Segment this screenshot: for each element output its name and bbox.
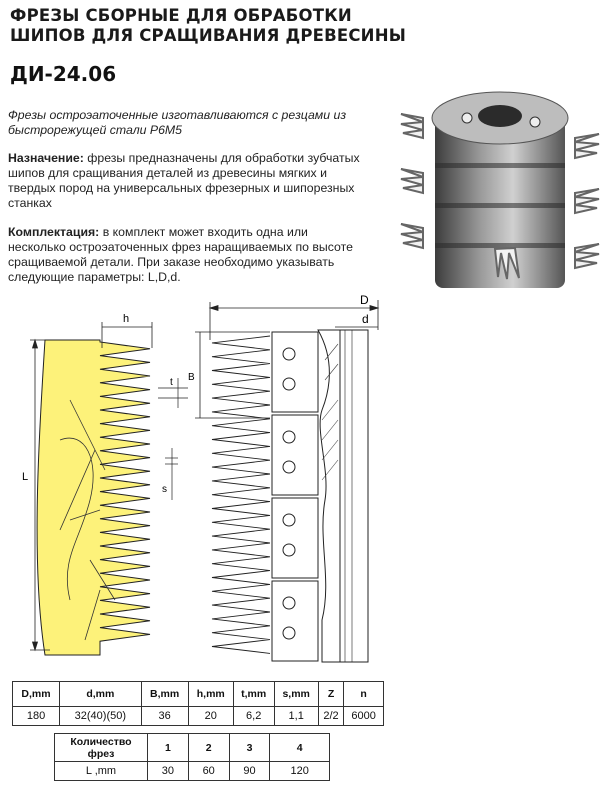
screw-icon <box>283 597 295 609</box>
screw-icon <box>283 431 295 443</box>
qty-count: 4 <box>270 734 330 762</box>
qty-length: 120 <box>270 762 330 781</box>
label-h: h <box>123 313 130 325</box>
kit-text: в комплект может входить одна или несколько остроэаточенных фрез наращиваемых по высоте сращиваемой детали. При заказе необходимо указывать следующие параметры: L,D,d. <box>8 225 353 284</box>
qty-header-line-1: Количество <box>70 735 132 748</box>
shaft-bore <box>340 330 368 662</box>
dim-t-s <box>158 378 188 500</box>
workpiece <box>37 340 150 655</box>
qty-count: 1 <box>148 734 189 762</box>
cutter-teeth <box>212 336 270 653</box>
material-note: Фрезы остроэаточенные изготавливаются с резцами из быстрорежущей стали Р6М5 <box>8 108 347 137</box>
qty-header-row <box>55 734 330 762</box>
cutter-blocks <box>272 332 318 661</box>
label-d: d <box>362 312 369 326</box>
specs-cell: 1,1 <box>274 707 318 726</box>
purpose-paragraph <box>8 151 368 211</box>
title-line-1: ФРЕЗЫ СБОРНЫЕ ДЛЯ ОБРАБОТКИ <box>10 6 352 25</box>
cutter-block <box>272 332 318 412</box>
specs-header: D,mm <box>13 682 60 707</box>
technical-drawing <box>0 290 612 670</box>
qty-length: 30 <box>148 762 189 781</box>
hub-profile <box>318 330 340 662</box>
specs-value-row <box>13 707 384 726</box>
quantity-table <box>54 733 330 781</box>
cutter-photo <box>395 78 610 303</box>
label-t: t <box>170 377 173 388</box>
kit-paragraph <box>8 225 368 285</box>
document-title <box>10 6 430 46</box>
specs-header: Z <box>318 682 343 707</box>
qty-length-row <box>55 762 330 781</box>
specs-header: s,mm <box>274 682 318 707</box>
specs-cell: 6,2 <box>233 707 274 726</box>
specs-cell: 32(40)(50) <box>60 707 142 726</box>
qty-header-label <box>55 734 148 762</box>
cutter-block <box>272 415 318 495</box>
purpose-label: Назначение: <box>8 151 84 165</box>
title-line-2: ШИПОВ ДЛЯ СРАЩИВАНИЯ ДРЕВЕСИНЫ <box>10 26 406 45</box>
specs-table <box>12 681 384 726</box>
specs-header: B,mm <box>141 682 188 707</box>
tooth-profile <box>212 336 270 653</box>
specs-cell: 6000 <box>344 707 384 726</box>
specs-header: h,mm <box>188 682 233 707</box>
specs-header-row <box>13 682 384 707</box>
label-s: s <box>162 484 167 495</box>
specs-cell: 36 <box>141 707 188 726</box>
model-code: ДИ-24.06 <box>10 62 117 86</box>
specs-cell: 2/2 <box>318 707 343 726</box>
specs-cell: 180 <box>13 707 60 726</box>
qty-count: 3 <box>229 734 270 762</box>
screw-icon <box>283 544 295 556</box>
specs-header: n <box>344 682 384 707</box>
cutter-block <box>272 498 318 578</box>
qty-length: 90 <box>229 762 270 781</box>
qty-header-line-2: фрез <box>87 747 115 760</box>
screw-icon <box>283 514 295 526</box>
screw-icon <box>283 627 295 639</box>
qty-length: 60 <box>188 762 229 781</box>
screw-icon <box>283 461 295 473</box>
label-L: L <box>22 471 29 483</box>
kit-label: Комплектация: <box>8 225 100 239</box>
cutter-block <box>272 581 318 661</box>
screw-icon <box>283 378 295 390</box>
screw-icon <box>283 348 295 360</box>
specs-header: d,mm <box>60 682 142 707</box>
specs-header: t,mm <box>233 682 274 707</box>
purpose-text: фрезы предназначены для обработки зубчатых шипов для сращивания деталей из древесины мягких и твердых пород на универсальных фрезерных и шипорезных станках <box>8 151 360 210</box>
label-D: D <box>360 293 369 307</box>
qty-count: 2 <box>188 734 229 762</box>
label-B: B <box>188 372 195 383</box>
qty-row-label: L ,mm <box>55 762 148 781</box>
specs-cell: 20 <box>188 707 233 726</box>
